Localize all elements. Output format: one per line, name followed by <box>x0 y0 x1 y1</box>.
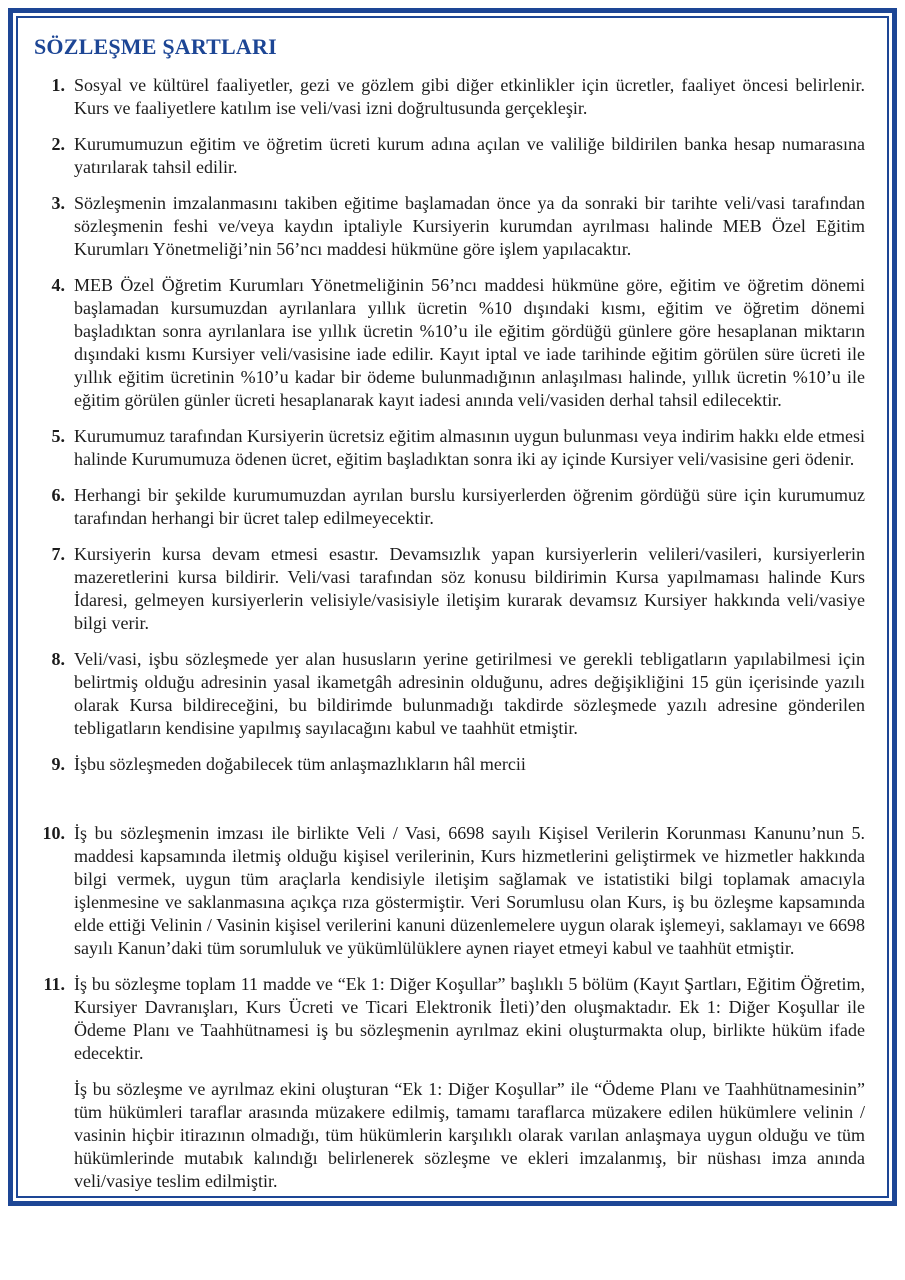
item-number: 10. <box>42 823 65 843</box>
item-text: MEB Özel Öğretim Kurumları Yönetmeliğinin 56’ncı maddesi hükmüne göre, eğitim ve öğretim dönemi başlamadan kursumuzdan ayrılanlara yıllık ücretin %10 dışındaki kısmı, eğitim ve öğretim dönemi başladıktan sonra ayrılanlara ise yıllık ücretin %10’u ile eğitim gördüğü günlere göre hesaplanan miktarın dışındaki kısmı Kursiyer veli/vasisine iade edilir. Kayıt iptal ve iade tarihinde eğitim görülen süre ücreti ile yıllık eğitim ücretinin %10’u kadar bir ödeme bulunmadığının anlaşılması halinde, yıllık ücretin %10’u ile eğitim görülen günler ücreti hesaplanarak kayıt iadesi anında veli/vasiden derhal tahsil edilecektir. <box>74 275 865 410</box>
page-outer-border <box>8 8 897 1206</box>
item-number: 4. <box>51 275 65 295</box>
item-text: Kursiyerin kursa devam etmesi esastır. Devamsızlık yapan kursiyerlerin velileri/vasileri, kursiyerlerin mazeretlerini kursa bildirir. Veli/vasi tarafından söz konusu bildirimin Kursa yapılmaması halinde Kurs İdaresi, gelmeyen kursiyerlerin velisiyle/vasisiyle iletişim kurarak devamsız Kursiyer hakkında veli/vasiye bilgi verir. <box>74 544 865 633</box>
item-text: İş bu sözleşmenin imzası ile birlikte Veli / Vasi, 6698 sayılı Kişisel Verilerin Korunması Kanunu’nun 5. maddesi kapsamında iletmiş olduğu kişisel verilerinin, Kurs hizmetlerini geliştirmek ve hizmetler hakkında bilgi vermek, uygun tüm araçlarla kendisiyle iletişim sağlamak ve istatistiki bilgi toplamak amacıyla işlenmesine ve saklanmasına açıkça rıza göstermiştir. Veri Sorumlusu olan Kurs, iş bu özleşme kapsamında elde ettiği Velinin / Vasinin kişisel verilerini kanuni düzenlemelere uygun olarak işlemeyi, saklamayı ve 6698 sayılı Kanun’daki tüm sorumluluk ve yükümlülüklere aynen riayet etmeyi kabul ve taahhüt etmiştir. <box>74 823 865 958</box>
item-text: Kurumumuz tarafından Kursiyerin ücretsiz eğitim almasının uygun bulunması veya indirim hakkı elde etmesi halinde Kurumumuza ödenen ücret, eğitim başladıktan sonra iki ay içinde Kursiyer veli/vasisine geri ödenir. <box>74 426 865 469</box>
item-text: Kurumumuzun eğitim ve öğretim ücreti kurum adına açılan ve valiliğe bildirilen banka hesap numarasına yatırılarak tahsil edilir. <box>74 134 865 177</box>
item-number: 5. <box>51 426 65 446</box>
page-title: SÖZLEŞME ŞARTLARI <box>34 34 277 59</box>
item-number: 2. <box>51 134 65 154</box>
item-text: Herhangi bir şekilde kurumumuzdan ayrılan burslu kursiyerlerden öğrenim gördüğü süre için kurumumuz tarafından herhangi bir ücret talep edilmeyecektir. <box>74 485 865 528</box>
contract-term-item-8 <box>34 648 865 740</box>
contract-term-item-3 <box>34 192 865 261</box>
item-text: Veli/vasi, işbu sözleşmede yer alan hususların yerine getirilmesi ve gerekli tebligatların yapılabilmesi için belirtmiş olduğu adresinin yasal ikametgâh adresinin olduğunu, adres değişikliğini 15 gün içerisinde yazılı olarak Kursa bildireceğini, bu bildirimde bulunmadığı takdirde sözleşmede yazılı adresine gönderilen tebligatların kendisine yapılmış sayılacağını kabul ve taahhüt etmiştir. <box>74 649 865 738</box>
item-text: Sözleşmenin imzalanmasını takiben eğitime başlamadan önce ya da sonraki bir tarihte veli/vasi tarafından sözleşmenin feshi ve/veya kaydın iptaliyle Kursiyerin kurumdan ayrılması halinde MEB Özel Eğitim Kurumları Yönetmeliği’nin 56’ncı maddesi hükmüne göre işlem yapılacaktır. <box>74 193 865 259</box>
item-text: İş bu sözleşme toplam 11 madde ve “Ek 1: Diğer Koşullar” başlıklı 5 bölüm (Kayıt Şartları, Eğitim Öğretim, Kursiyer Davranışları, Kurs Ücreti ve Ticari Elektronik İleti)’den oluşmaktadır. Ek 1: Diğer Koşullar ile Ödeme Planı ve Taahhütnamesi iş bu sözleşmenin ayrılmaz ekini oluşturmakta olup, birlikte hüküm ifade edecektir. <box>74 974 865 1063</box>
item-number: 9. <box>51 754 65 774</box>
contract-term-item-10 <box>34 822 865 960</box>
item-number: 1. <box>51 75 65 95</box>
contract-term-item-2 <box>34 133 865 179</box>
contract-term-item-6 <box>34 484 865 530</box>
contract-terms-list <box>34 74 865 1193</box>
page-inner-border <box>16 16 889 1198</box>
contract-term-item-11 <box>34 973 865 1193</box>
contract-term-item-5 <box>34 425 865 471</box>
item-number: 6. <box>51 485 65 505</box>
item-text-continued: İş bu sözleşme ve ayrılmaz ekini oluşturan “Ek 1: Diğer Koşullar” ile “Ödeme Planı ve Taahhütnamesinin” tüm hükümleri taraflar arasında müzakere edilmiş, tamamı taraflarca müzakere edilen hükümlere velinin / vasinin hiçbir itirazının olmadığı, tüm hükümlerin karşılıklı olarak varılan anlaşmaya uygun olduğu ve tüm hükümlerinde mutabık kalındığı belirlenerek sözleşme ve ekleri imzalanmış, bir nüshası imza anında veli/vasiye teslim edilmiştir. <box>74 1079 865 1191</box>
item-number: 11. <box>43 974 65 994</box>
item-number: 3. <box>51 193 65 213</box>
contract-term-item-9 <box>34 753 865 776</box>
item-number: 8. <box>51 649 65 669</box>
contract-term-item-4 <box>34 274 865 412</box>
item-number: 7. <box>51 544 65 564</box>
contract-term-item-1 <box>34 74 865 120</box>
contract-term-item-7 <box>34 543 865 635</box>
item-text: İşbu sözleşmeden doğabilecek tüm anlaşmazlıkların hâl mercii <box>74 754 526 774</box>
item-text: Sosyal ve kültürel faaliyetler, gezi ve gözlem gibi diğer etkinlikler için ücretler, faaliyet öncesi belirlenir. Kurs ve faaliyetlere katılım ise veli/vasi izni doğrultusunda gerçekleşir. <box>74 75 865 118</box>
